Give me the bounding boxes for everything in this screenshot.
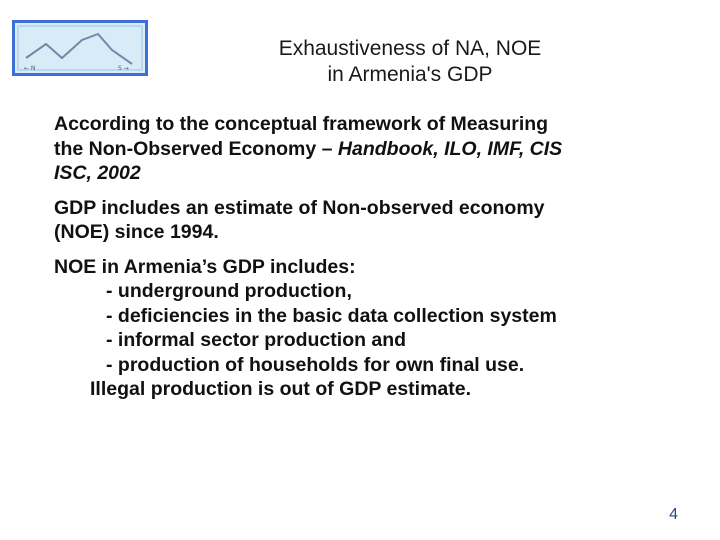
paragraph-line: (NOE) since 1994.: [54, 221, 219, 243]
paragraph-line: [54, 137, 694, 162]
list-item: - informal sector production and: [106, 329, 407, 351]
paragraph-line: GDP includes an estimate of Non-observed economy: [54, 196, 545, 219]
paragraph-noe-includes: [54, 255, 694, 402]
title-line-2: in Armenia's GDP: [327, 63, 493, 86]
paragraph-line: According to the conceptual framework of Measuring: [54, 113, 549, 135]
text-normal: the Non-Observed Economy –: [54, 137, 338, 160]
paragraph-line: [54, 161, 694, 186]
closing-statement: Illegal production is out of GDP estimate.: [90, 378, 472, 400]
logo-left-label: ← N: [24, 65, 36, 72]
page-number: 4: [669, 506, 678, 523]
list-item: - production of households for own final use.: [106, 353, 525, 376]
text-italic: ISC, 2002: [54, 162, 141, 184]
title-line-1: Exhaustiveness of NA, NOE: [278, 37, 542, 60]
paragraph-framework: [54, 112, 694, 186]
paragraph-gdp-noe: [54, 196, 694, 245]
logo-icon: [12, 20, 148, 76]
slide-body: [54, 112, 694, 402]
logo-right-label: S →: [118, 65, 129, 72]
list-item: - deficiencies in the basic data collection system: [106, 304, 557, 327]
page-title: [200, 36, 620, 88]
paragraph-line: NOE in Armenia’s GDP includes:: [54, 255, 356, 278]
text-italic: Handbook, ILO, IMF, CIS: [337, 137, 563, 160]
list-item: - underground production,: [106, 280, 352, 302]
